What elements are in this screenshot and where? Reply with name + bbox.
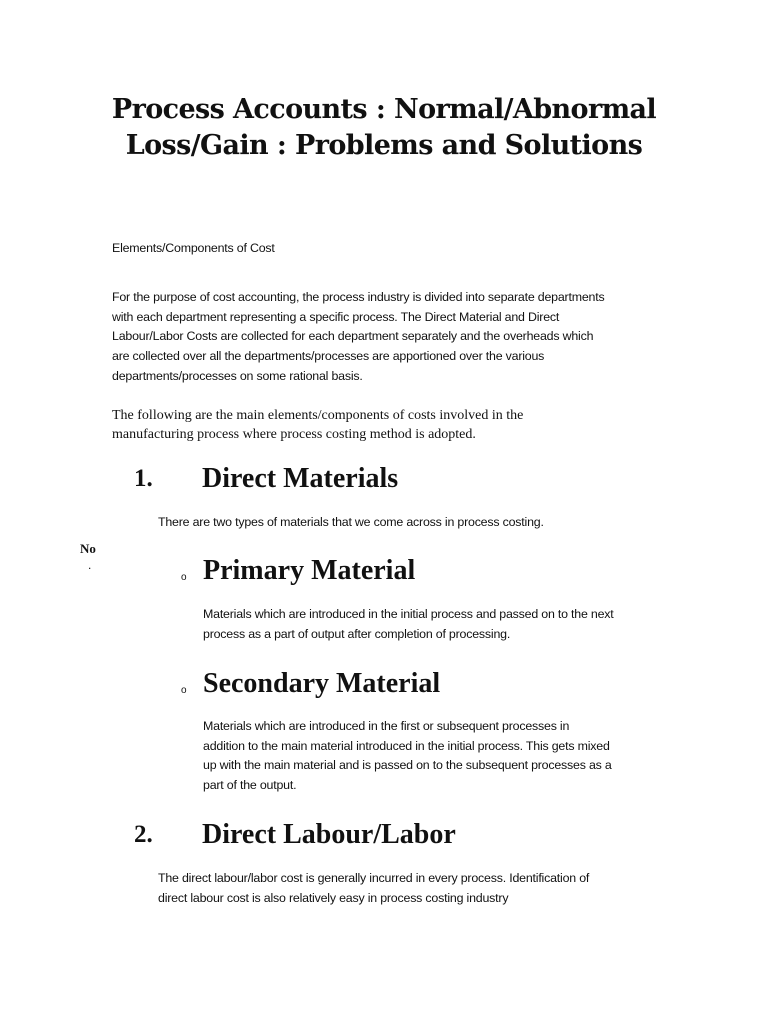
lead-line: The following are the main elements/components of costs involved in the: [112, 408, 524, 423]
side-note: No: [80, 541, 96, 556]
item-number: 2.: [134, 821, 153, 848]
item-heading-direct-materials: Direct Materials: [202, 463, 399, 494]
item-text: [158, 869, 589, 908]
intro-line: departments/processes on some rational basis.: [112, 368, 363, 383]
item-line: The direct labour/labor cost is generally incurred in every process. Identification of: [158, 871, 590, 885]
subitem-heading-primary-material: Primary Material: [203, 555, 416, 586]
subitem-text: [203, 717, 612, 796]
intro-line: are collected over all the departments/processes are apportioned over the various: [112, 349, 545, 364]
title-line-1: Process Accounts : Normal/Abnormal: [111, 94, 657, 125]
item-text: There are two types of materials that we come across in process costing.: [158, 515, 544, 529]
subitem-line: up with the main material and is passed on to the subsequent processes as a: [203, 758, 612, 773]
bullet-icon: o: [181, 572, 187, 583]
side-note-dot: .: [88, 558, 92, 572]
item-heading-direct-labour: Direct Labour/Labor: [202, 819, 456, 850]
document-title: [100, 92, 668, 164]
intro-line: with each department representing a specific process. The Direct Material and Direct: [112, 309, 560, 324]
subitem-line: Materials which are introduced in the initial process and passed on to the next: [203, 607, 614, 621]
subitem-line: Materials which are introduced in the first or subsequent processes in: [203, 719, 570, 733]
subitem-text: [203, 605, 614, 644]
lead-line: manufacturing process where process costing method is adopted.: [112, 427, 476, 442]
intro-paragraph: [112, 288, 604, 387]
title-line-2: Loss/Gain : Problems and Solutions: [125, 130, 643, 161]
item-line: direct labour cost is also relatively easy in process costing industry: [158, 890, 509, 905]
bullet-icon: o: [181, 685, 187, 696]
intro-line: Labour/Labor Costs are collected for each department separately and the overheads which: [112, 329, 594, 344]
subitem-line: addition to the main material introduced in the initial process. This gets mixed: [203, 738, 610, 753]
section-label: Elements/Components of Cost: [112, 241, 275, 255]
lead-paragraph: [112, 406, 523, 444]
subitem-line: process as a part of output after completion of processing.: [203, 626, 511, 641]
subitem-heading-secondary-material: Secondary Material: [203, 668, 441, 699]
item-number: 1.: [134, 465, 153, 492]
subitem-line: part of the output.: [203, 778, 297, 793]
intro-line: For the purpose of cost accounting, the process industry is divided into separate departments: [112, 290, 605, 304]
